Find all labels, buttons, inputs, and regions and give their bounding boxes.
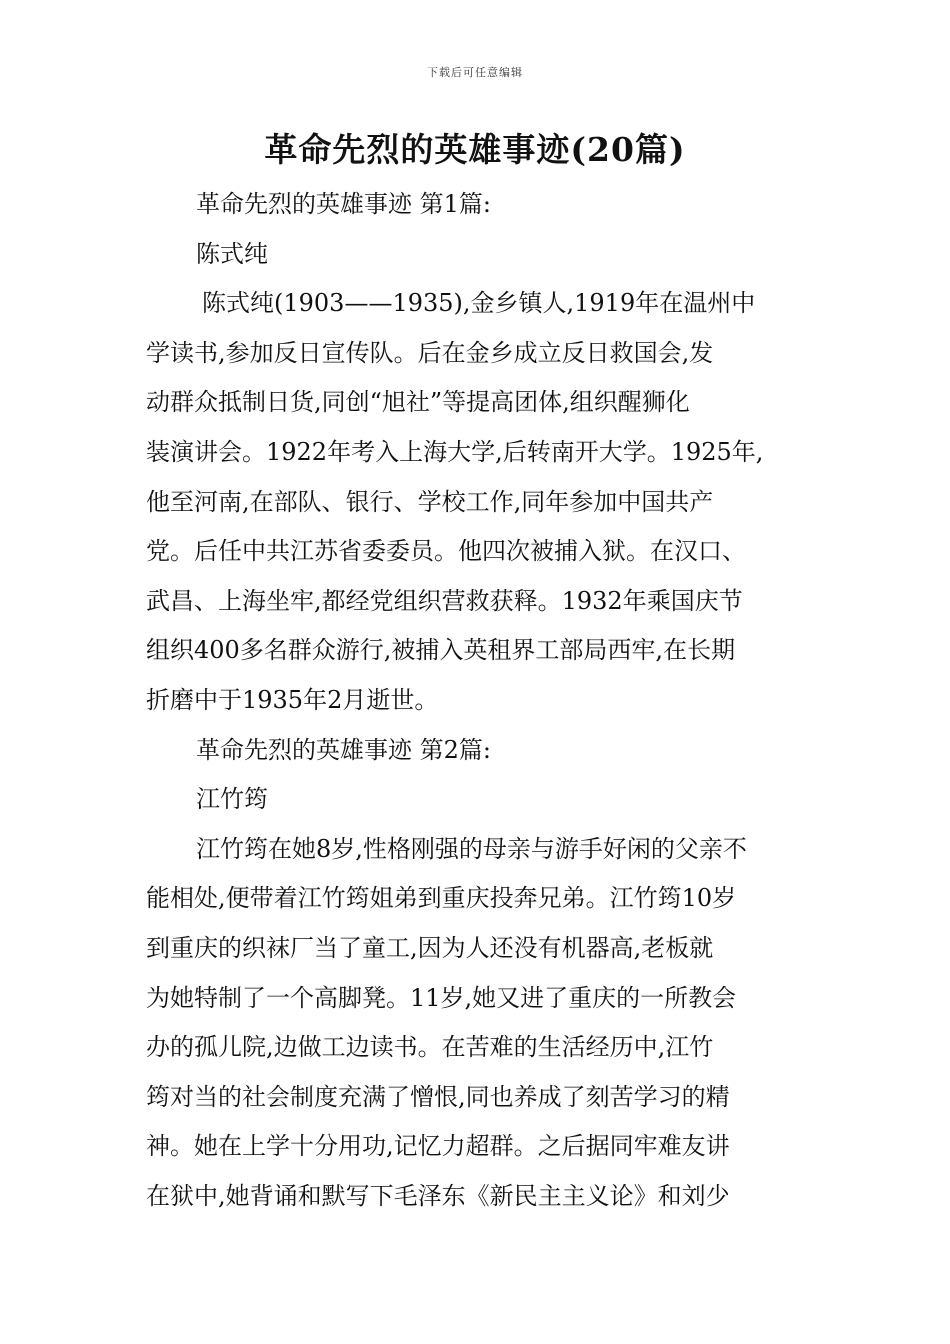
section-heading: 革命先烈的英雄事迹 第1篇: <box>196 190 491 218</box>
paragraph-line: 学读书,参加反日宣传队。后在金乡成立反日救国会,发 <box>146 338 714 367</box>
paragraph-line: 筠对当的社会制度充满了憎恨,同也养成了刻苦学习的精 <box>146 1082 730 1111</box>
section-person-name: 江竹筠 <box>196 785 268 814</box>
paragraph-line: 组织400多名群众游行,被捕入英租界工部局西牢,在长期 <box>146 636 736 665</box>
header-note: 下载后可任意编辑 <box>427 66 523 79</box>
paragraph-line: 折磨中于1935年2月逝世。 <box>146 685 439 714</box>
paragraph-line: 动群众抵制日货,同创“旭社”等提高团体,组织醒狮化 <box>146 388 690 417</box>
paragraph-line: 为她特制了一个高脚凳。11岁,她又进了重庆的一所教会 <box>146 983 737 1012</box>
paragraph-line: 装演讲会。1922年考入上海大学,后转南开大学。1925年, <box>146 437 764 466</box>
paragraph-line: 江竹筠在她8岁,性格刚强的母亲与游手好闲的父亲不 <box>196 834 747 863</box>
document-title: 革命先烈的英雄事迹(20篇) <box>264 130 686 169</box>
paragraph-line: 陈式纯(1903——1935),金乡镇人,1919年在温州中 <box>202 289 756 318</box>
paragraph-line: 办的孤儿院,边做工边读书。在苦难的生活经历中,江竹 <box>146 1033 714 1062</box>
paragraph-line: 到重庆的织袜厂当了童工,因为人还没有机器高,老板就 <box>146 933 714 962</box>
paragraph-line: 神。她在上学十分用功,记忆力超群。之后据同牢难友讲 <box>146 1132 730 1161</box>
paragraph-line: 在狱中,她背诵和默写下毛泽东《新民主主义论》和刘少 <box>146 1181 730 1210</box>
section-person-name: 陈式纯 <box>196 239 268 268</box>
paragraph-line: 武昌、上海坐牢,都经党组织营救获释。1932年乘国庆节 <box>146 586 743 615</box>
paragraph-line: 他至河南,在部队、银行、学校工作,同年参加中国共产 <box>146 487 714 516</box>
section-heading: 革命先烈的英雄事迹 第2篇: <box>196 735 491 764</box>
paragraph-line: 能相处,便带着江竹筠姐弟到重庆投奔兄弟。江竹筠10岁 <box>146 884 737 913</box>
document-body <box>146 180 814 1221</box>
paragraph-line: 党。后任中共江苏省委委员。他四次被捕入狱。在汉口、 <box>146 537 746 566</box>
